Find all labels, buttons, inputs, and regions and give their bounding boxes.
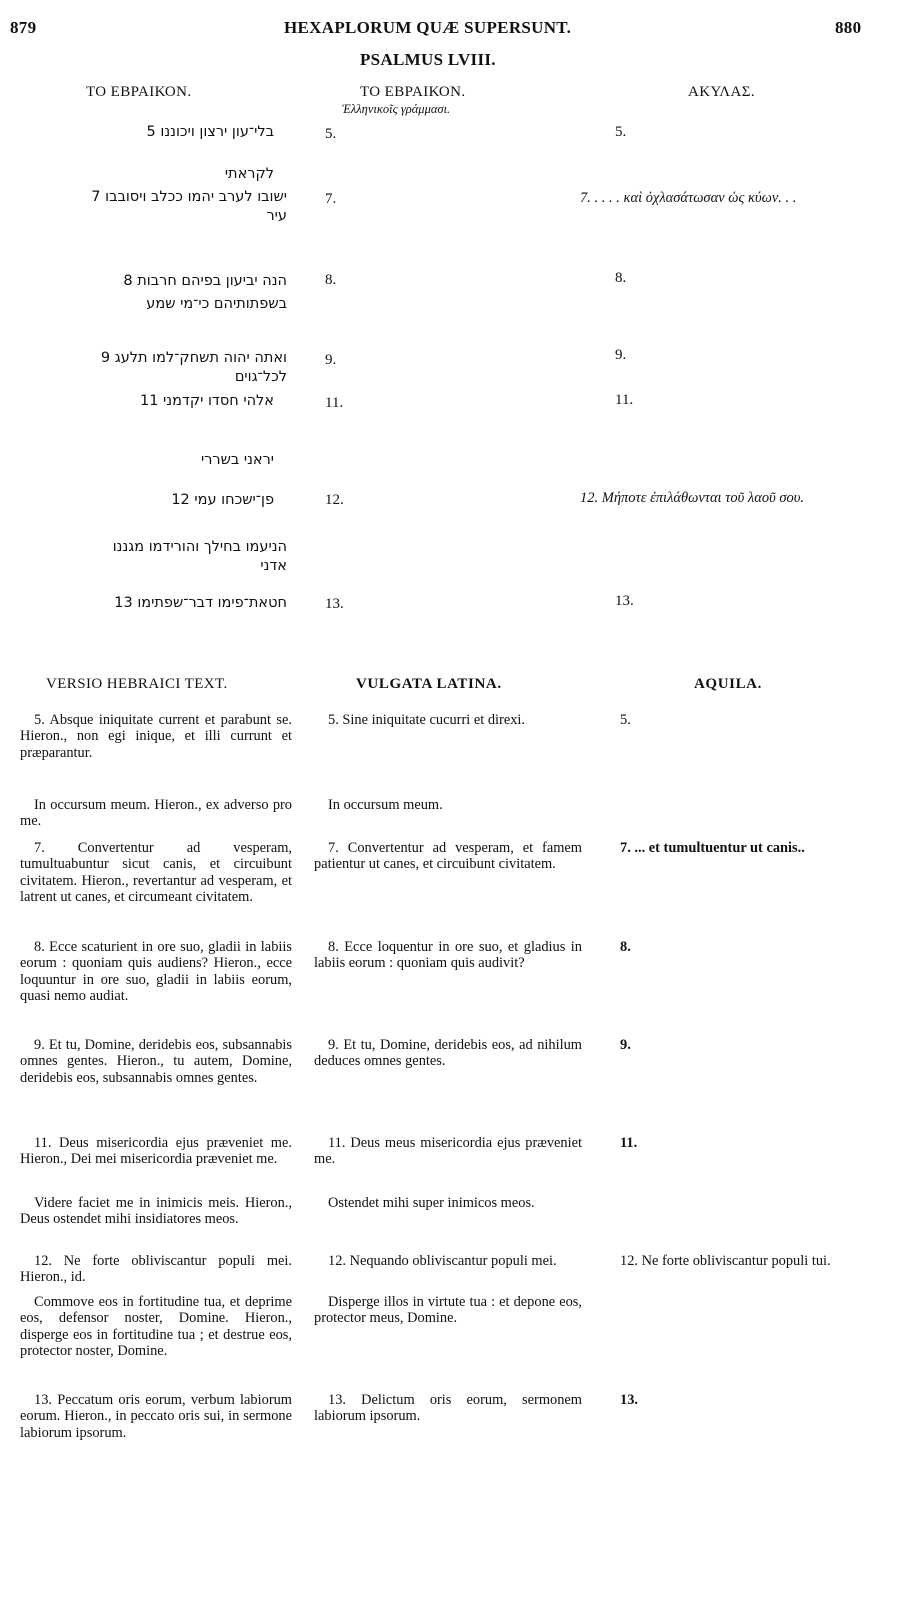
hebrew-line: ואתה יהוה תשחק־למו תלעג 9 <box>100 350 287 366</box>
versio-paragraph: 9. Et tu, Domine, deridebis eos, subsannabis omnes gentes. Hieron., tu autem, Domine, deridebis eos, subsannabis omnes gentes. <box>20 1037 292 1086</box>
versio-paragraph: Videre faciet me in inimicis meis. Hieron., Deus ostendet mihi insidiatores meos. <box>20 1195 292 1228</box>
verse-number: 8. <box>615 270 627 286</box>
column-subheading-greek-letters: Ἑλληνικοῖς γράμμασι. <box>342 102 451 116</box>
hebrew-line: בשפתותיהם כי־מי שמע <box>146 296 287 312</box>
versio-paragraph: 8. Ecce scaturient in ore suo, gladii in labiis eorum : quoniam quis audiens? Hieron., ecce loquuntur in ore suo, gladii in labiis eorum, quasi nemo audiat. <box>20 939 292 1005</box>
vulgata-paragraph: Ostendet mihi super inimicos meos. <box>328 1195 535 1211</box>
aquila-latin-entry: 11. <box>620 1135 638 1151</box>
versio-paragraph: 12. Ne forte obliviscantur populi mei. Hieron., id. <box>20 1253 292 1286</box>
verse-number: 13. <box>325 596 344 612</box>
hebrew-line: יראני בשררי <box>200 452 274 468</box>
column-heading-transliteration: ΤΟ ΕΒΡΑΙΚΟΝ. <box>360 84 466 100</box>
versio-paragraph: 7. Convertentur ad vesperam, tumultuabuntur sicut canis, et circuibunt civitatem. Hieron., revertantur ad vesperam, et latrent ut canes, et circumeant civitatem. <box>20 840 292 906</box>
aquila-latin-entry: 12. Ne forte obliviscantur populi tui. <box>620 1253 831 1269</box>
verse-number: 8. <box>325 272 337 288</box>
hebrew-line: אלהי חסדו יקדמני 11 <box>139 393 274 409</box>
versio-paragraph: 5. Absque iniquitate current et parabunt se. Hieron., non egi inique, et illi currunt et præparantur. <box>20 712 292 761</box>
aquila-latin-entry: 5. <box>620 712 631 728</box>
column-heading-hebrew: ΤΟ ΕΒΡΑΙΚΟΝ. <box>86 84 192 100</box>
column-heading-versio: VERSIO HEBRAICI TEXT. <box>46 676 228 692</box>
aquila-latin-entry: 7. ... et tumultuentur ut canis.. <box>620 840 805 856</box>
column-heading-vulgata: VULGATA LATINA. <box>356 676 502 692</box>
versio-paragraph: 13. Peccatum oris eorum, verbum labiorum eorum. Hieron., in peccato oris sui, in sermone labiorum ipsorum. <box>20 1392 292 1441</box>
vulgata-paragraph: 5. Sine iniquitate cucurri et direxi. <box>328 712 526 728</box>
hebrew-line: הנה יביעון בפיהם חרבות 8 <box>123 273 287 289</box>
page-number-right: 880 <box>835 18 862 37</box>
verse-number: 13. <box>615 593 634 609</box>
aquila-greek-fragment: 7. . . . . καὶ ὀχλασάτωσαν ὡς κύων. . . <box>580 190 797 206</box>
running-title: HEXAPLORUM QUÆ SUPERSUNT. <box>284 18 572 37</box>
psalm-title: PSALMUS LVIII. <box>360 50 496 69</box>
vulgata-paragraph: In occursum meum. <box>328 797 443 813</box>
column-heading-aquila-greek: ΑΚΥΛΑΣ. <box>688 84 756 100</box>
versio-paragraph: Commove eos in fortitudine tua, et deprime eos, defensor noster, Domine. Hieron., disperge eos in fortitudine tua ; et destrue eos, protector noster, Domine. <box>20 1294 292 1360</box>
aquila-greek-fragment: 12. Μήποτε ἐπιλάθωνται τοῦ λαοῦ σου. <box>580 490 805 506</box>
vulgata-paragraph: 12. Nequando obliviscantur populi mei. <box>328 1253 557 1269</box>
verse-number: 9. <box>325 352 337 368</box>
column-heading-aquila: AQUILA. <box>694 676 762 692</box>
vulgata-paragraph: Disperge illos in virtute tua : et depone eos, protector meus, Domine. <box>314 1294 582 1327</box>
hebrew-line: עיר <box>266 208 287 224</box>
vulgata-paragraph: 7. Convertentur ad vesperam, et famem patientur ut canes, et circuibunt civitatem. <box>314 840 582 873</box>
vulgata-paragraph: 8. Ecce loquentur in ore suo, et gladius in labiis eorum : quoniam quis audivit? <box>314 939 582 972</box>
hebrew-line: פן־ישכחו עמי 12 <box>171 492 274 508</box>
hebrew-line: חטאת־פימו דבר־שפתימו 13 <box>114 595 287 611</box>
verse-number: 12. <box>325 492 344 508</box>
page-number-left: 879 <box>10 18 37 37</box>
hebrew-line: הניעמו בחילך והורידמו מגננו <box>112 539 287 555</box>
verse-number: 7. <box>325 191 337 207</box>
verse-number: 5. <box>325 126 337 142</box>
hebrew-line: אדני <box>260 558 287 574</box>
hebrew-line: בלי־עון ירצון ויכוננו 5 <box>146 124 274 140</box>
verse-number: 9. <box>615 347 627 363</box>
vulgata-paragraph: 11. Deus meus misericordia ejus præveniet me. <box>314 1135 582 1168</box>
aquila-latin-entry: 8. <box>620 939 631 955</box>
hebrew-line: ישובו לערב יהמו ככלב ויסובבו 7 <box>91 189 287 205</box>
verse-number: 5. <box>615 124 627 140</box>
versio-paragraph: In occursum meum. Hieron., ex adverso pro me. <box>20 797 292 830</box>
aquila-latin-entry: 13. <box>620 1392 638 1408</box>
aquila-latin-entry: 9. <box>620 1037 631 1053</box>
vulgata-paragraph: 9. Et tu, Domine, deridebis eos, ad nihilum deduces omnes gentes. <box>314 1037 582 1070</box>
versio-paragraph: 11. Deus misericordia ejus præveniet me. Hieron., Dei mei misericordia præveniet me. <box>20 1135 292 1168</box>
vulgata-paragraph: 13. Delictum oris eorum, sermonem labiorum ipsorum. <box>314 1392 582 1425</box>
hebrew-line: לקראתי <box>224 166 274 182</box>
verse-number: 11. <box>325 395 344 411</box>
verse-number: 11. <box>615 392 634 408</box>
hebrew-line: לכל־גוים <box>234 369 287 385</box>
